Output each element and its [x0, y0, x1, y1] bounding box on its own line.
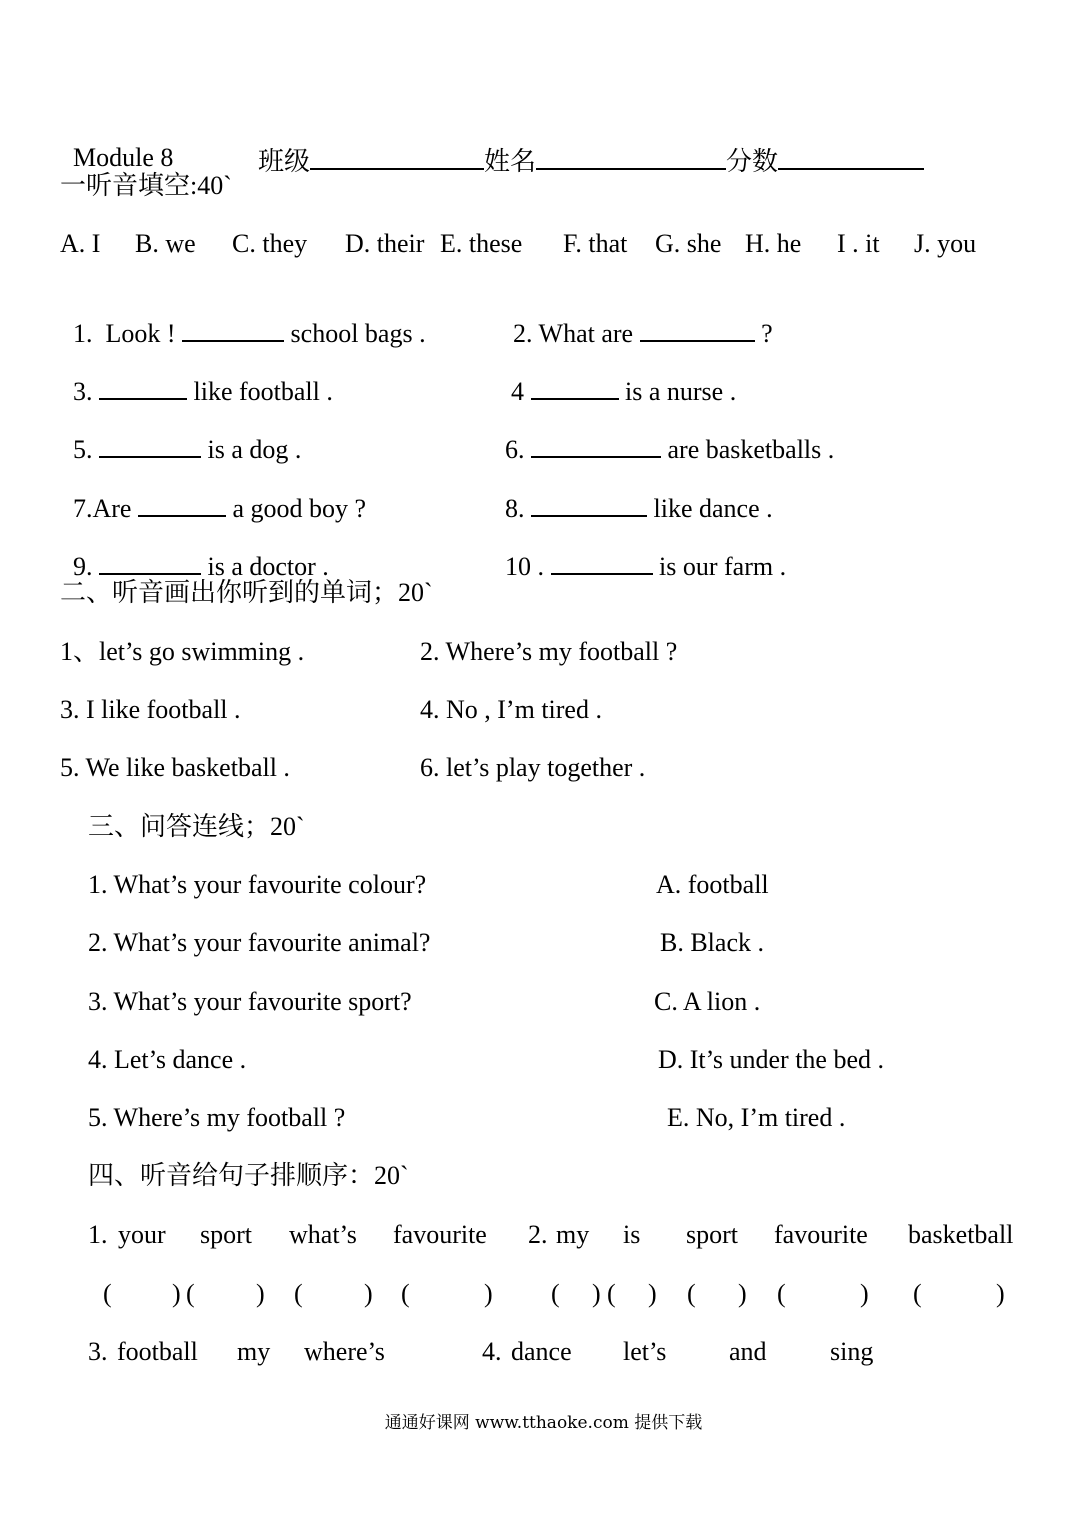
- word-tile: favourite: [393, 1220, 487, 1249]
- paren-close: ): [860, 1279, 869, 1308]
- paren-open: (: [103, 1279, 112, 1308]
- match-answer[interactable]: E. No, I’m tired .: [667, 1103, 846, 1132]
- section4-title: 四、听音给句子排顺序：20`: [88, 1161, 409, 1190]
- option-b: B. we: [135, 229, 196, 258]
- q4-number: 4.: [482, 1337, 502, 1366]
- paren-close: ): [738, 1279, 747, 1308]
- word-tile: football: [117, 1337, 198, 1366]
- paren-close: ): [256, 1279, 265, 1308]
- paren-open: (: [607, 1279, 616, 1308]
- option-i: I . it: [837, 229, 880, 258]
- fill-item: 10 . is our farm .: [505, 552, 787, 581]
- fill-blank[interactable]: [531, 493, 647, 517]
- match-answer[interactable]: A. football: [656, 870, 769, 899]
- word-tile: what’s: [289, 1220, 357, 1249]
- paren-close: ): [648, 1279, 657, 1308]
- fill-blank[interactable]: [531, 434, 661, 458]
- word-tile: let’s: [623, 1337, 667, 1366]
- fill-item: 7.Are a good boy ?: [73, 494, 367, 523]
- fill-item: 8. like dance .: [505, 494, 773, 523]
- word-tile: sing: [830, 1337, 874, 1366]
- match-question[interactable]: 5. Where’s my football ?: [88, 1103, 346, 1132]
- word-tile: sport: [686, 1220, 738, 1249]
- paren-open: (: [186, 1279, 195, 1308]
- word-tile: your: [118, 1220, 166, 1249]
- fill-item: 3. like football .: [73, 377, 333, 406]
- paren-close: ): [172, 1279, 181, 1308]
- word-tile: basketball: [908, 1220, 1014, 1249]
- match-question[interactable]: 2. What’s your favourite animal?: [88, 928, 431, 957]
- word-tile: sport: [200, 1220, 252, 1249]
- paren-open: (: [777, 1279, 786, 1308]
- word-item: 3. I like football .: [60, 695, 241, 724]
- option-a: A. I: [60, 229, 101, 258]
- match-question[interactable]: 1. What’s your favourite colour?: [88, 870, 427, 899]
- paren-close: ): [996, 1279, 1005, 1308]
- match-answer[interactable]: D. It’s under the bed .: [658, 1045, 885, 1074]
- word-item: 6. let’s play together .: [420, 753, 646, 782]
- fill-item: 1. Look ! school bags .: [73, 319, 426, 348]
- class-blank[interactable]: [310, 142, 484, 170]
- q3-number: 3.: [88, 1337, 108, 1366]
- section3-title: 三、问答连线；20`: [88, 812, 305, 841]
- match-question[interactable]: 3. What’s your favourite sport?: [88, 987, 412, 1016]
- fill-blank[interactable]: [551, 551, 653, 575]
- class-label: 班级: [258, 147, 311, 176]
- q2-number: 2.: [528, 1220, 548, 1249]
- word-tile: where’s: [304, 1337, 385, 1366]
- word-tile: favourite: [774, 1220, 868, 1249]
- name-blank[interactable]: [536, 142, 726, 170]
- section1-title: 一听音填空:40`: [60, 171, 232, 200]
- fill-blank[interactable]: [99, 551, 201, 575]
- option-e: E. these: [440, 229, 523, 258]
- option-j: J. you: [914, 229, 977, 258]
- paren-open: (: [913, 1279, 922, 1308]
- fill-item: 5. is a dog .: [73, 435, 302, 464]
- fill-blank[interactable]: [99, 376, 187, 400]
- word-tile: dance: [511, 1337, 572, 1366]
- fill-item: 4 is a nurse .: [511, 377, 737, 406]
- match-question[interactable]: 4. Let’s dance .: [88, 1045, 247, 1074]
- paren-close: ): [364, 1279, 373, 1308]
- word-tile: my: [556, 1220, 590, 1249]
- class-field: [245, 110, 924, 178]
- fill-item: 2. What are ?: [513, 319, 773, 348]
- word-tile: is: [623, 1220, 641, 1249]
- section2-title: 二、听音画出你听到的单词；20`: [60, 578, 433, 607]
- fill-blank[interactable]: [182, 318, 284, 342]
- fill-item: 6. are basketballs .: [505, 435, 835, 464]
- footer-source: 通通好课网 www.tthaoke.com 提供下载: [384, 1413, 703, 1433]
- match-answer[interactable]: B. Black .: [660, 928, 764, 957]
- paren-open: (: [551, 1279, 560, 1308]
- word-item: 4. No , I’m tired .: [420, 695, 602, 724]
- word-tile: my: [237, 1337, 271, 1366]
- match-answer[interactable]: C. A lion .: [654, 987, 761, 1016]
- paren-close: ): [484, 1279, 493, 1308]
- paren-open: (: [401, 1279, 410, 1308]
- paren-open: (: [687, 1279, 696, 1308]
- paren-open: (: [294, 1279, 303, 1308]
- option-g: G. she: [655, 229, 722, 258]
- word-item: 5. We like basketball .: [60, 753, 290, 782]
- option-c: C. they: [232, 229, 308, 258]
- fill-blank[interactable]: [640, 318, 755, 342]
- name-label: 姓名: [484, 147, 537, 176]
- word-item: 2. Where’s my football ?: [420, 637, 678, 666]
- word-tile: and: [729, 1337, 767, 1366]
- word-item: 1、let’s go swimming .: [60, 637, 305, 666]
- q1-number: 1.: [88, 1220, 108, 1249]
- paren-close: ): [592, 1279, 601, 1308]
- module-title: Module 8: [73, 143, 174, 172]
- option-h: H. he: [745, 229, 802, 258]
- fill-item: 9. is a doctor .: [73, 552, 329, 581]
- score-blank[interactable]: [778, 142, 924, 170]
- fill-blank[interactable]: [138, 493, 226, 517]
- option-d: D. their: [345, 229, 425, 258]
- fill-blank[interactable]: [531, 376, 619, 400]
- score-label: 分数: [726, 147, 779, 176]
- fill-blank[interactable]: [99, 434, 201, 458]
- option-f: F. that: [563, 229, 628, 258]
- header-row: [60, 110, 173, 174]
